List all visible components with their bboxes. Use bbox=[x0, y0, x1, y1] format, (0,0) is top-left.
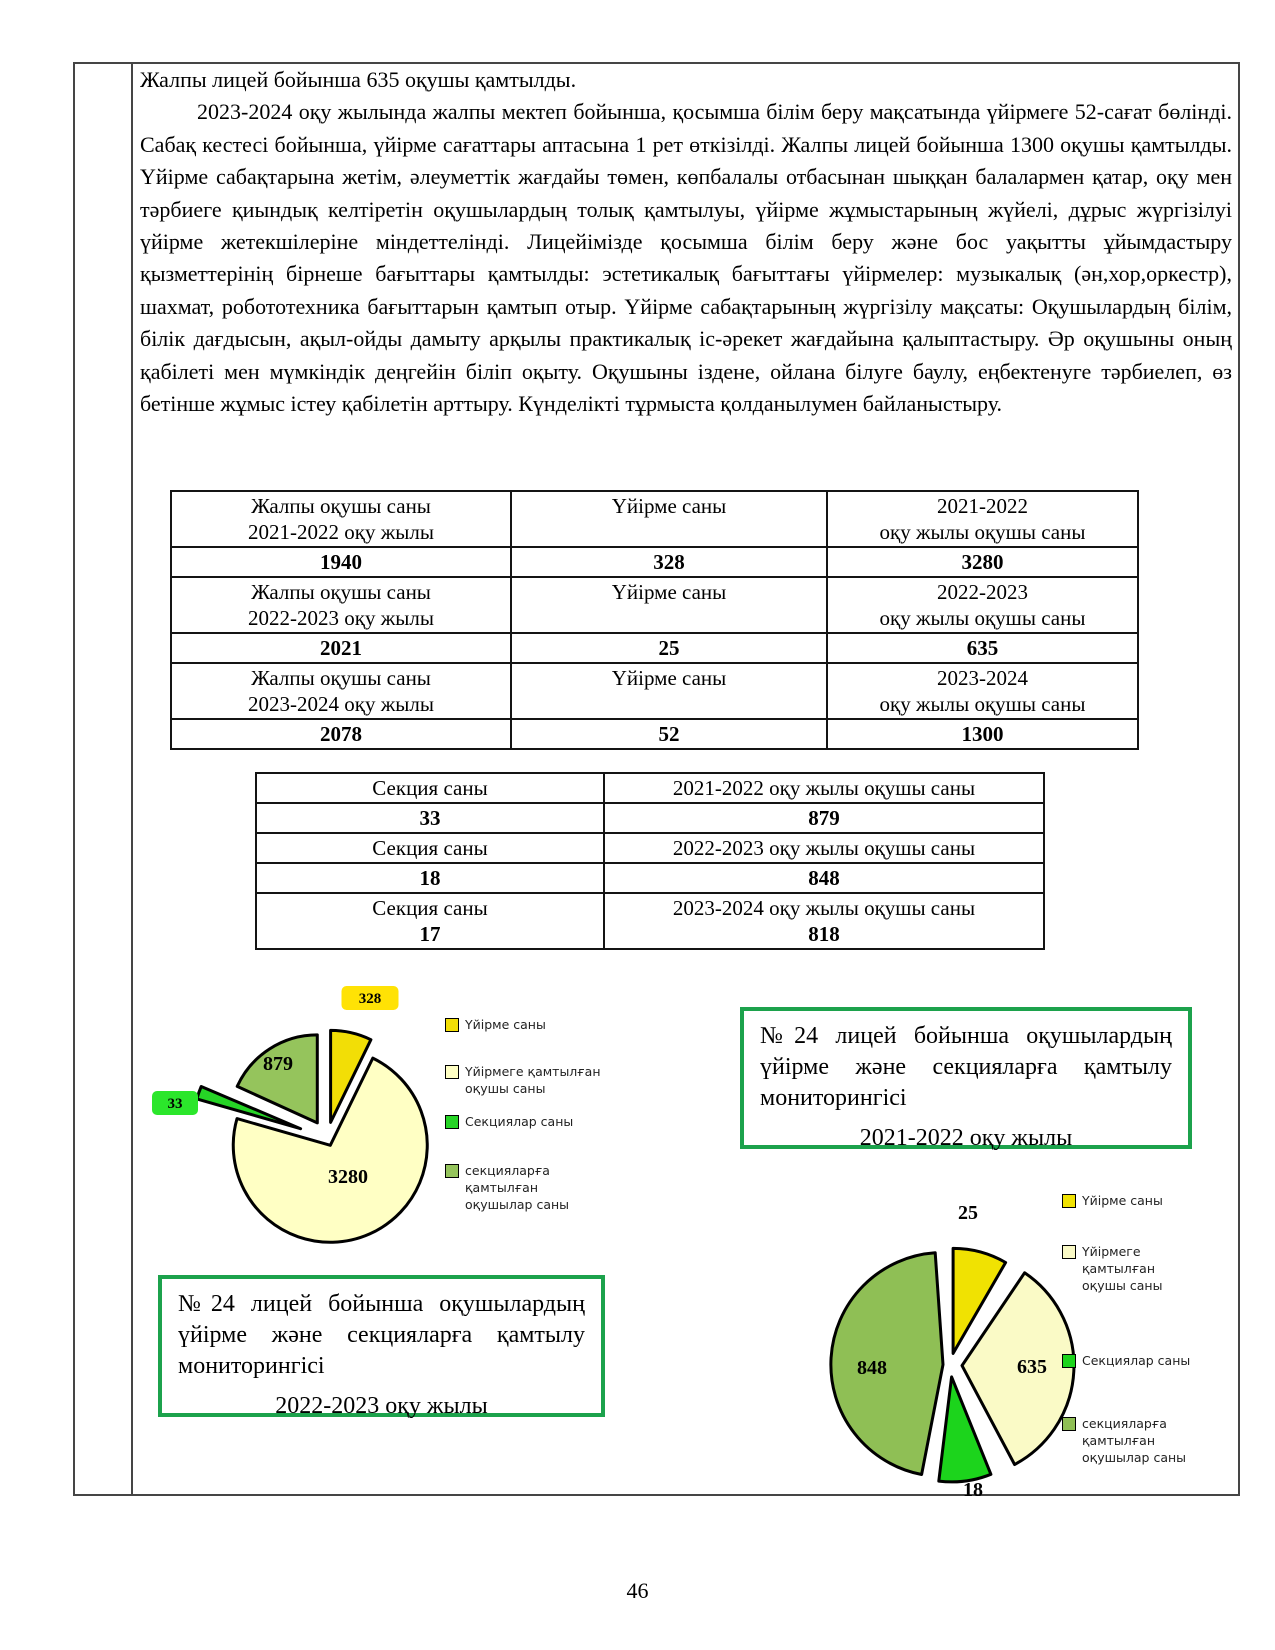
pie1-data-label-0: 328 bbox=[358, 991, 382, 1007]
sections-table-cell-0-1: 2021-2022 оқу жылы оқушы саны bbox=[604, 773, 1044, 803]
clubs-table-cell-2-2: 2022-2023 оқу жылы оқушы саны bbox=[827, 577, 1138, 633]
title-box-text: №24 лицей бойынша оқушылардың үйірме және секцияларға қамтылу мониторингісі bbox=[760, 1023, 1172, 1111]
clubs-stats-table bbox=[170, 490, 1139, 750]
pie1-data-label-2: 879 bbox=[263, 1053, 293, 1075]
legend-swatch-icon bbox=[1062, 1417, 1076, 1431]
legend-swatch-icon bbox=[1062, 1354, 1076, 1368]
clubs-table-cell-3-1: 25 bbox=[511, 633, 827, 663]
paragraph-2: 2023-2024 оқу жылында жалпы мектеп бойынша, қосымша білім беру мақсатында үйірмеге 52-сағат бөлінді. Сабақ кестесі бойынша, үйірме сағаттары аптасына 1 рет өткізілді. Жалпы лицей бойынша 1300 оқушы қамтылды. Үйірме сабақтарына жетім, әлеуметтік жағдайы төмен, көпбалалы отбасынан шыққан балалармен қатар, оқу мен тәрбиеге қиындық келтіретін оқушылардың толық қамтылуы, үйірме жұмыстарының жүйелі, дұрыс жүргізілуі үйірме жетекшілеріне міндеттелінді. Лицейімізде қосымша білім беру және бос уақытты ұйымдастыру қызметтерінің бірнеше бағыттары қамтылды: эстетикалық бағыттағы үйірмелер: музыкалық (ән,хор,оркестр), шахмат, робототехника бағыттарын қамтып отыр. Үйірме сабақтарының жүргізілу мақсаты: Оқушылардың білім, білік дағдысын, ақыл-ойды дамыту арқылы практикалық іс-әрекет жағдайына қалыптастыру. Әр оқушыны оның қабілеті мен мүмкіндік деңгейін біліп оқыту. Оқушыны іздене, ойлана білуге баулу, еңбектенуге тәрбиелеп, өз бетінше жұмыс істеу қабілетін арттыру. Күнделікті тұрмыста қолданылумен байланыстыру. bbox=[140, 99, 1232, 417]
legend-label: Үйірме саны bbox=[1082, 1193, 1163, 1208]
legend-swatch-icon bbox=[445, 1164, 459, 1178]
clubs-table-cell-0-2: 2021-2022 оқу жылы оқушы саны bbox=[827, 491, 1138, 547]
clubs-table-cell-4-1: Үйірме саны bbox=[511, 663, 827, 719]
title-box-year: 2022-2023 оқу жылы bbox=[275, 1393, 488, 1419]
clubs-table-cell-4-2: 2023-2024 оқу жылы оқушы саны bbox=[827, 663, 1138, 719]
pie2-data-label-1: 635 bbox=[1017, 1356, 1047, 1378]
pie1-data-label-3: 3280 bbox=[328, 1166, 368, 1188]
sections-table-cell-4-1: 2023-2024 оқу жылы оқушы саны 818 bbox=[604, 893, 1044, 949]
sections-table-cell-2-0: Секция саны bbox=[256, 833, 604, 863]
legend-swatch-icon bbox=[1062, 1194, 1076, 1208]
legend-label: Үйірмеге қамтылған оқушы саны bbox=[465, 1064, 601, 1096]
clubs-table-cell-5-1: 52 bbox=[511, 719, 827, 749]
clubs-table-cell-0-0: Жалпы оқушы саны 2021-2022 оқу жылы bbox=[171, 491, 511, 547]
left-gutter-column bbox=[75, 64, 133, 1494]
sections-stats-table bbox=[255, 772, 1045, 950]
legend-swatch-icon bbox=[445, 1065, 459, 1079]
title-box-text: №24 лицей бойынша оқушылардың үйірме және секцияларға қамтылу мониторингісі bbox=[178, 1291, 585, 1379]
legend-label: секцияларға қамтылған оқушылар саны bbox=[465, 1163, 570, 1212]
legend2-item-0 bbox=[1062, 1192, 1240, 1209]
clubs-table-cell-4-0: Жалпы оқушы саны 2023-2024 оқу жылы bbox=[171, 663, 511, 719]
legend-label: секцияларға қамтылған оқушылар саны bbox=[1082, 1416, 1187, 1465]
legend1-item-3 bbox=[445, 1162, 617, 1213]
clubs-table-cell-5-0: 2078 bbox=[171, 719, 511, 749]
legend-label: Секциялар саны bbox=[465, 1114, 574, 1129]
sections-table-cell-3-1: 848 bbox=[604, 863, 1044, 893]
clubs-table-cell-1-0: 1940 bbox=[171, 547, 511, 577]
page-number: 46 bbox=[626, 1578, 649, 1603]
title-box-year: 2021-2022 оқу жылы bbox=[859, 1125, 1073, 1151]
clubs-table-cell-5-2: 1300 bbox=[827, 719, 1138, 749]
sections-table-cell-1-0: 33 bbox=[256, 803, 604, 833]
pie1-legend bbox=[445, 1016, 617, 1213]
pie2-data-label-2: 848 bbox=[857, 1357, 887, 1379]
legend-label: Үйірмеге қамтылған оқушы саны bbox=[1082, 1244, 1163, 1293]
legend2-item-3 bbox=[1062, 1415, 1240, 1466]
legend1-item-2 bbox=[445, 1113, 617, 1130]
legend1-item-0 bbox=[445, 1016, 617, 1033]
legend2-item-2 bbox=[1062, 1352, 1240, 1369]
clubs-table-cell-3-0: 2021 bbox=[171, 633, 511, 663]
sections-table-cell-1-1: 879 bbox=[604, 803, 1044, 833]
legend-label: Секциялар саны bbox=[1082, 1353, 1191, 1368]
legend1-item-1 bbox=[445, 1063, 617, 1097]
clubs-table-cell-0-1: Үйірме саны bbox=[511, 491, 827, 547]
pie1-data-label-1: 33 bbox=[167, 1096, 183, 1112]
pie2-legend bbox=[1062, 1192, 1240, 1466]
sections-table-cell-4-0: Секция саны 17 bbox=[256, 893, 604, 949]
pie2-data-label-3: 18 bbox=[963, 1479, 983, 1500]
clubs-table-cell-1-2: 3280 bbox=[827, 547, 1138, 577]
legend2-item-1 bbox=[1062, 1243, 1240, 1294]
sections-table-cell-3-0: 18 bbox=[256, 863, 604, 893]
sections-table-cell-0-0: Секция саны bbox=[256, 773, 604, 803]
clubs-table-cell-2-0: Жалпы оқушы саны 2022-2023 оқу жылы bbox=[171, 577, 511, 633]
legend-swatch-icon bbox=[445, 1018, 459, 1032]
legend-label: Үйірме саны bbox=[465, 1017, 546, 1032]
clubs-table-cell-2-1: Үйірме саны bbox=[511, 577, 827, 633]
pie2-data-label-0: 25 bbox=[958, 1202, 978, 1224]
title-box-2021-2022 bbox=[740, 1007, 1192, 1149]
paragraph-1: Жалпы лицей бойынша 635 оқушы қамтылды. bbox=[140, 67, 577, 92]
sections-table-cell-2-1: 2022-2023 оқу жылы оқушы саны bbox=[604, 833, 1044, 863]
title-box-2022-2023 bbox=[158, 1275, 605, 1417]
legend-swatch-icon bbox=[445, 1115, 459, 1129]
body-text bbox=[140, 64, 1232, 420]
legend-swatch-icon bbox=[1062, 1245, 1076, 1259]
clubs-table-cell-1-1: 328 bbox=[511, 547, 827, 577]
clubs-table-cell-3-2: 635 bbox=[827, 633, 1138, 663]
